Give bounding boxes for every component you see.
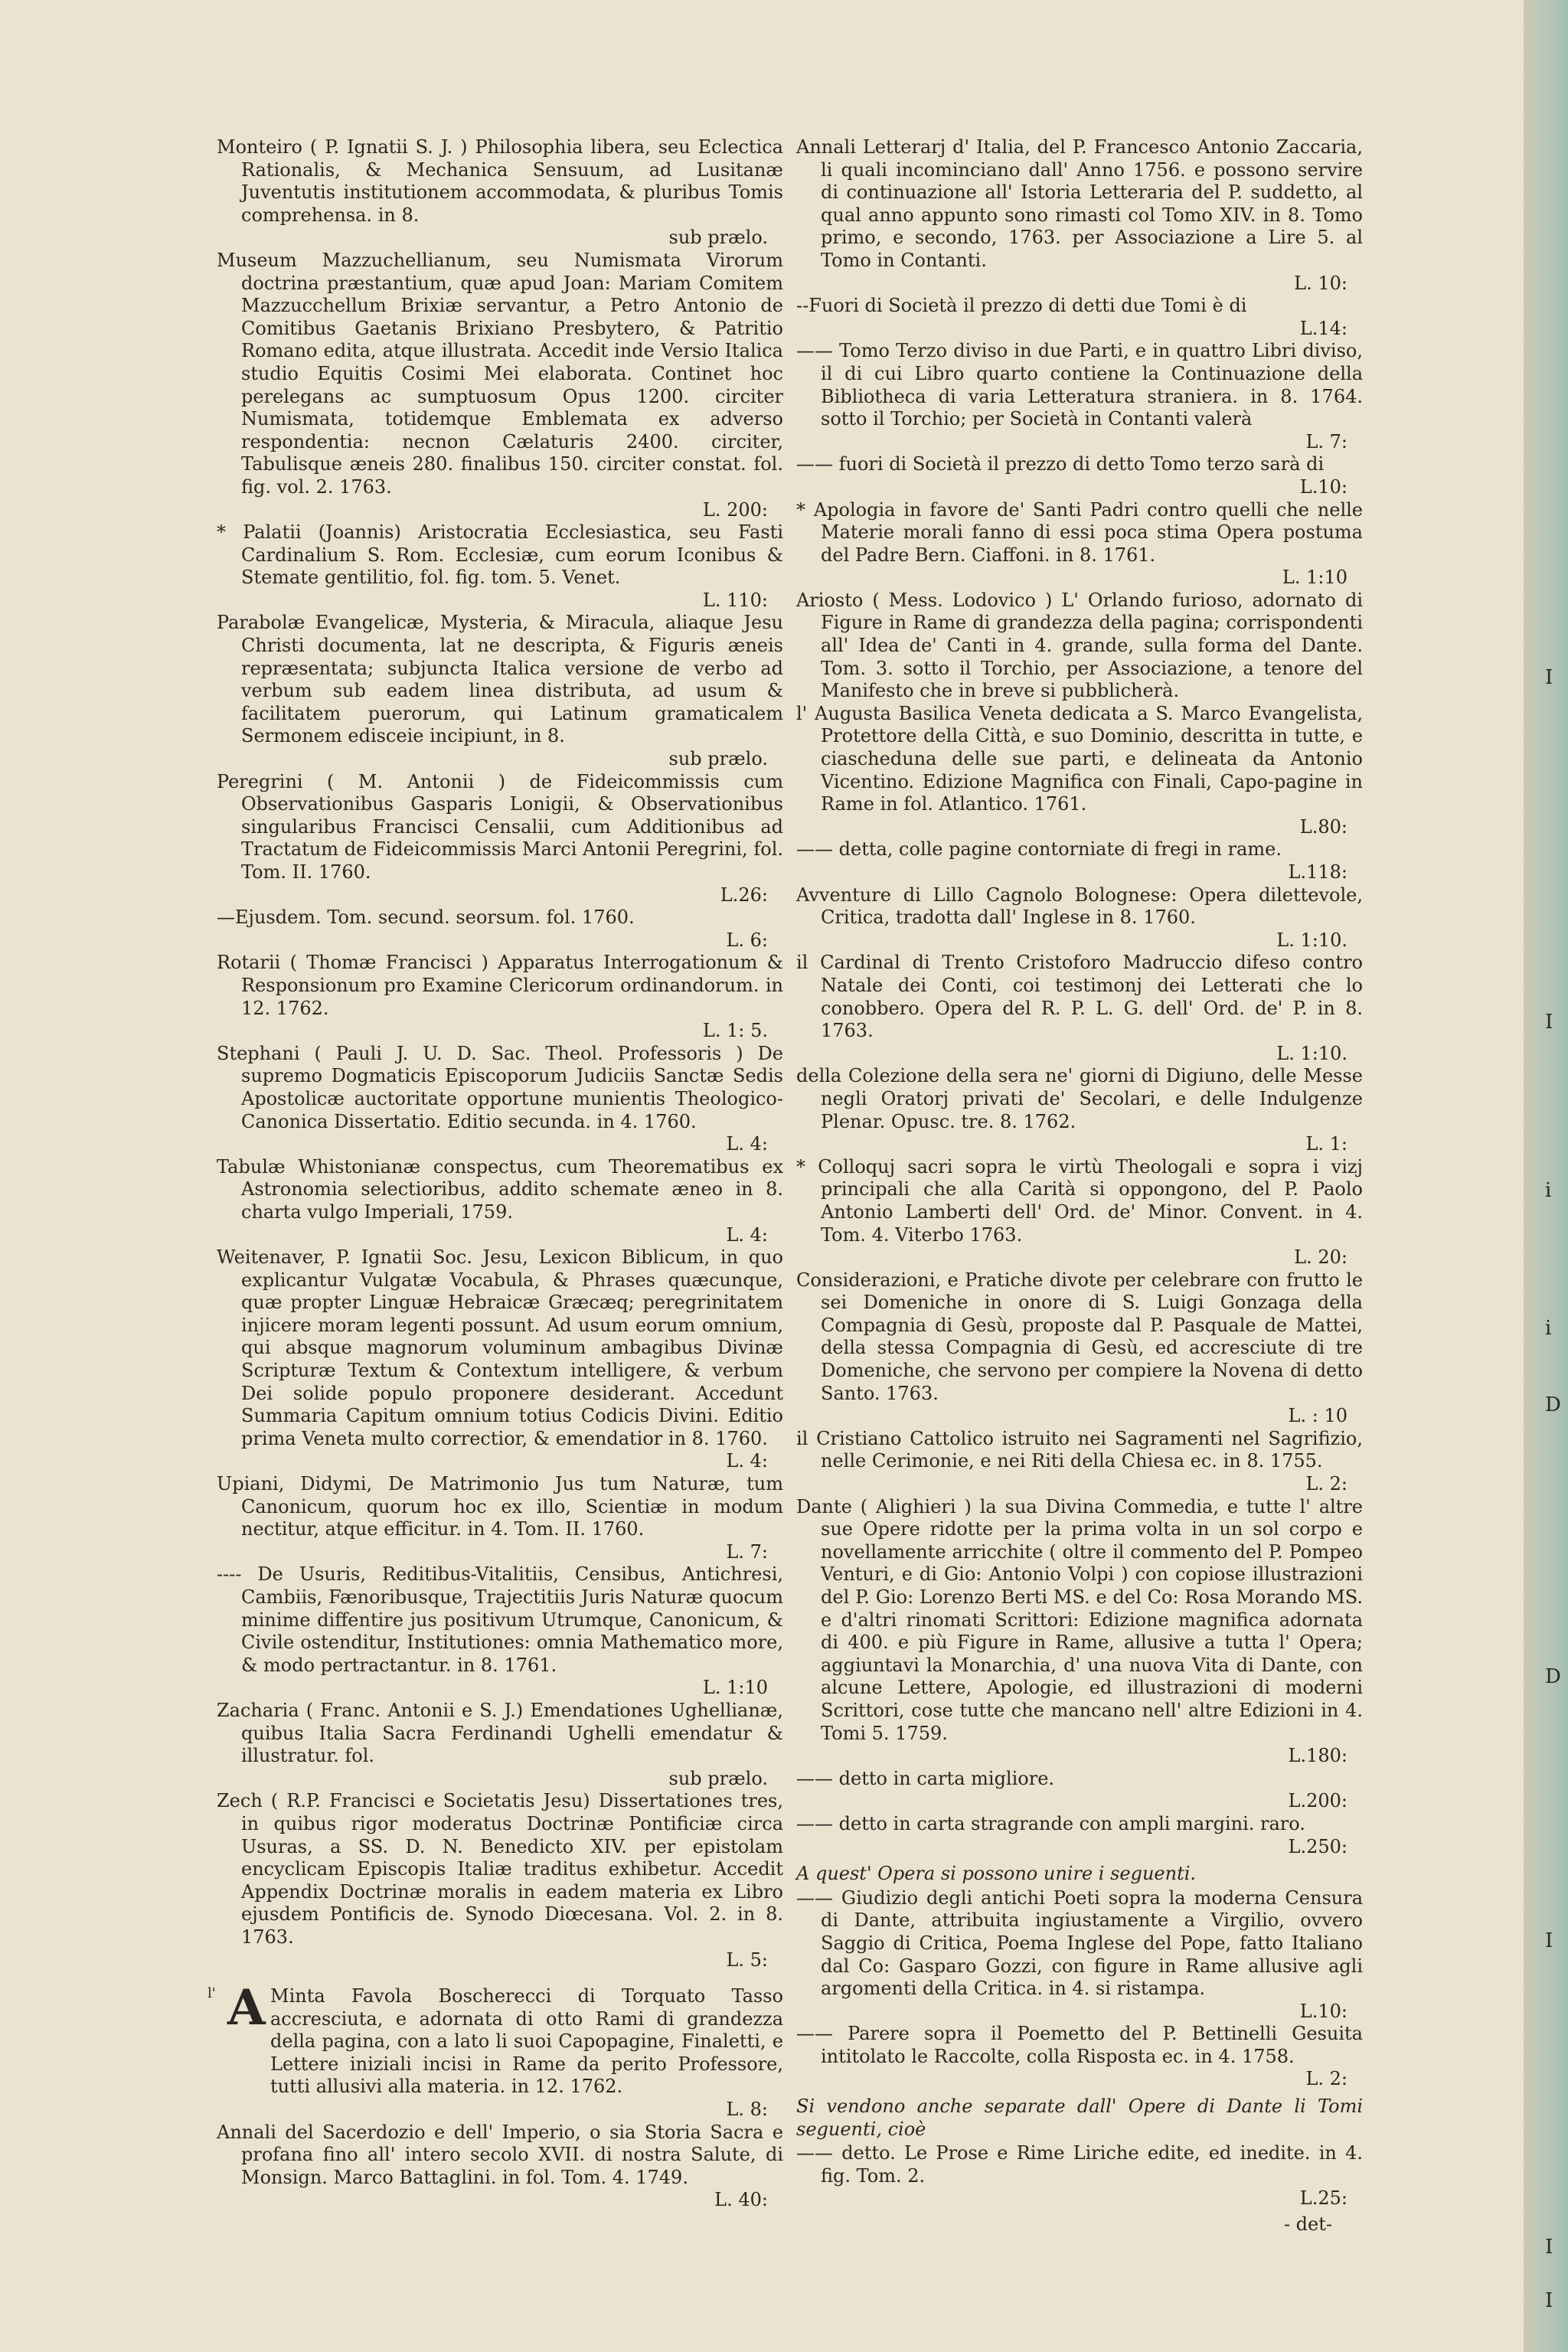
catalog-entry (796, 703, 1363, 839)
catalog-entry (796, 1813, 1363, 1858)
catalog-entry (796, 340, 1363, 453)
catalog-entry (217, 952, 783, 1042)
entry-text: Parabolæ Evangelicæ, Mysteria, & Miracula, aliaque Jesu Christi documenta, lat ne descripta, & Figuris æneis repræsentata; subjuncta Italica versione de verbo ad verbum sub eadem linea distributa, ad usum & facilitatem puerorum, qui Latinum gramaticalem Sermonem edisceie incipiunt, in 8. (217, 612, 783, 747)
margin-fragment: I (1545, 1929, 1553, 1952)
entry-text: Weitenaver, P. Ignatii Soc. Jesu, Lexicon Biblicum, in quo explicantur Vulgatæ Vocabula, & Phrases quæcunque, quæ propter Linguæ Hebraicæ Græcæq; peregrinitatem injicere moram legenti possunt. Ad usum eorum omnium, qui absque magnorum voluminum ambagibus Divinæ Scripturæ Textum & Contextum intelligere, & verbum Dei solide populo proponere desiderant. Accedunt Summaria Capitum omnium totius Codicis Divini. Editio prima Veneta multo correctior, & emendatior in 8. 1760. (217, 1246, 783, 1449)
facing-page-fragments (1545, 0, 1563, 2352)
entry-price: sub prælo. (668, 748, 768, 770)
catalog-entry (217, 136, 783, 250)
catalog-entry (796, 499, 1363, 590)
entry-text: —— detto. Le Prose e Rime Liriche edite, ed inedite. in 4. fig. Tom. 2. (796, 2142, 1363, 2187)
catalog-entry (217, 1563, 783, 1700)
entry-text: —Ejusdem. Tom. secund. seorsum. fol. 1760. (217, 906, 635, 929)
margin-fragment: i (1545, 1179, 1552, 1202)
margin-fragment: I (1545, 1011, 1553, 1034)
entry-text: Rotarii ( Thomæ Francisci ) Apparatus Interrogationum & Responsionum pro Examine Clericorum ordinandorum. in 12. 1762. (217, 952, 783, 1019)
catalog-entry (217, 612, 783, 770)
entry-price: sub prælo. (668, 227, 768, 249)
entry-price: L. 2: (1305, 2068, 1348, 2090)
catalog-entry (796, 1768, 1363, 1813)
catalog-entry (796, 453, 1363, 498)
catalog-entry (796, 884, 1363, 952)
entry-text: —— fuori di Società il prezzo di detto Tomo terzo sarà di (796, 453, 1325, 475)
entry-price: L. 1:10 (702, 1677, 768, 1699)
left-column (207, 136, 783, 2212)
entry-price: L. 6: (726, 929, 768, 951)
entry-price: sub prælo. (668, 1767, 768, 1789)
entry-price: L. 2: (1305, 1473, 1348, 1495)
entry-price: L. 1:10 (1282, 567, 1348, 589)
catalog-entry (217, 1700, 783, 1790)
entry-text: Considerazioni, e Pratiche divote per celebrare con frutto le sei Domeniche in onore di S. Luigi Gonzaga della Compagnia di Gesù, proposte dal P. Pasquale de Mattei, della stessa Compagnia di Gesù, ed accresciute di tre Domeniche, che servono per compiere la Novena di detto Santo. 1763. (796, 1269, 1363, 1404)
entry-text: Ariosto ( Mess. Lodovico ) L' Orlando furioso, adornato di Figure in Rame di grandezza della pagina; corrispondenti all' Idea de' Canti in 4. grande, sulla forma del Dante. Tom. 3. sotto il Torchio, per Associazione, a tenore del Manifesto che in breve si pubblicherà. (796, 589, 1363, 702)
margin-fragment: I (1545, 666, 1553, 689)
entry-text: l' Augusta Basilica Veneta dedicata a S. Marco Evangelista, Protettore della Città, e suo Dominio, descritta in tutte, e ciascheduna delle sue parti, e delineata da Antonio Vicentino. Edizione Magnifica con Finali, Capo-pagine in Rame in fol. Atlantico. 1761. (796, 702, 1363, 815)
entry-price: L. 1: (1305, 1133, 1348, 1155)
right-column (796, 136, 1363, 2236)
catalog-entry (217, 771, 783, 907)
entry-price: L.26: (720, 884, 768, 906)
entry-price: L.10: (1299, 475, 1348, 498)
catalog-entry (796, 1496, 1363, 1768)
entry-price: L.200: (1288, 1790, 1348, 1812)
margin-fragment: I (1545, 2236, 1553, 2259)
catchword: - det- (1283, 2213, 1332, 2236)
entry-price: L. 20: (1294, 1246, 1348, 1269)
entry-text: il Cristiano Cattolico istruito nei Sagramenti nel Sagrifizio, nelle Cerimonie, e nei Riti della Chiesa ec. in 8. 1755. (796, 1427, 1363, 1472)
entry-text: --Fuori di Società il prezzo di detti due Tomi è di (796, 295, 1247, 317)
entry-text: Zech ( R.P. Francisci e Societatis Jesu) Dissertationes tres, in quibus rigor moderatus Doctrinæ Pontificiæ circa Usuras, a SS. D. N. Benedicto XIV. per epistolam encyclicam Episcopis Italiæ traditus exhibetur. Accedit Appendix Doctrinæ moralis in eadem materia ex Libro ejusdem Pontificis de. Synodo Diœcesana. Vol. 2. in 8. 1763. (217, 1790, 783, 1948)
entry-text: Monteiro ( P. Ignatii S. J. ) Philosophia libera, seu Eclectica Rationalis, & Mechanica Sensuum, ad Lusitanæ Juventutis institutionem accommodata, & pluribus Tomis comprehensa. in 8. (217, 136, 783, 226)
entry-text: ---- De Usuris, Reditibus-Vitalitiis, Censibus, Antichresi, Cambiis, Fænoribusque, Trajectitiis Juris Naturæ quocum minime diffentire jus positivum Utrumque, Canonicum, & Civile ostenditur, Institutiones: omnia Mathematico more, & modo pertractantur. in 8. 1761. (217, 1563, 783, 1676)
entry-text: il Cardinal di Trento Cristoforo Madruccio difeso contro Natale dei Conti, coi testimonj dei Letterati che lo conobbero. Opera del R. P. L. G. dell' Ord. de' P. in 8. 1763. (796, 952, 1363, 1042)
entry-price: L. 7: (1305, 430, 1348, 452)
entry-price: L. 110: (702, 589, 768, 611)
entry-price: L. 40: (714, 2189, 768, 2211)
catalog-entry (217, 1473, 783, 1563)
entry-price: L. 7: (726, 1540, 768, 1563)
section-heading: A quest' Opera si possono unire i seguenti. (796, 1863, 1197, 1885)
catalog-entry (217, 521, 783, 612)
entry-price: L.250: (1288, 1835, 1348, 1857)
entry-text: —— detta, colle pagine contorniate di fregi in rame. (796, 838, 1282, 861)
entry-text: * Apologia in favore de' Santi Padri contro quelli che nelle Materie morali fanno di essi poca stima Opera postuma del Padre Bern. Ciaffoni. in 8. 1761. (796, 498, 1363, 566)
catalog-entry (796, 1156, 1363, 1269)
entry-text: Annali Letterarj d' Italia, del P. Francesco Antonio Zaccaria, li quali incominciano dall' Anno 1756. e possono servire di continuazione all' Istoria Letteraria del P. suddetto, al qual anno appunto sono rimasti col Tomo XIV. in 8. Tomo primo, e secondo, 1763. per Associazione a Lire 5. al Tomo in Contanti. (796, 136, 1363, 271)
entry-price: L. 4: (726, 1133, 768, 1155)
entry-price: L.25: (1299, 2187, 1348, 2210)
entry-price: L. 4: (726, 1450, 768, 1472)
entry-text: Annali del Sacerdozio e dell' Imperio, o sia Storia Sacra e profana fino all' intero secolo XVII. di nostra Salute, di Monsign. Marco Battaglini. in fol. Tom. 4. 1749. (217, 2121, 783, 2188)
catalog-entry (796, 136, 1363, 295)
catalog-entry (217, 1790, 783, 1971)
dropcap-price: L. 8: (726, 2099, 768, 2121)
dropcap-entry (207, 1979, 783, 2122)
catalog-entry (796, 1065, 1363, 1155)
entry-price: L. 10: (1294, 272, 1348, 294)
entry-text: —— Parere sopra il Poemetto del P. Bettinelli Gesuita intitolato le Raccolte, colla Risposta ec. in 4. 1758. (796, 2023, 1363, 2067)
catalog-entry (217, 2122, 783, 2212)
entry-text: * Palatii (Joannis) Aristocratia Ecclesiastica, seu Fasti Cardinalium S. Rom. Ecclesiæ, cum eorum Iconibus & Stemate gentilitio, fol. fig. tom. 5. Venet. (217, 521, 783, 589)
entry-text: Upiani, Didymi, De Matrimonio Jus tum Naturæ, tum Canonicum, quorum hoc ex illo, Scientiæ in modum nectitur, atque efficitur. in 4. Tom. II. 1760. (217, 1473, 783, 1540)
catalog-entry (217, 1156, 783, 1246)
entry-text: Avventure di Lillo Cagnolo Bolognese: Opera dilettevole, Critica, tradotta dall' Inglese in 8. 1760. (796, 884, 1363, 929)
catalog-entry (796, 1269, 1363, 1428)
entry-text: Tabulæ Whistonianæ conspectus, cum Theorematibus ex Astronomia selectioribus, addito schemate æneo in 8. charta vulgo Imperiali, 1759. (217, 1155, 783, 1223)
entry-text: Stephani ( Pauli J. U. D. Sac. Theol. Professoris ) De supremo Dogmaticis Episcoporum Judiciis Sanctæ Sedis Apostolicæ auctoritate opportune munientis Theologico-Canonica Dissertatio. Editio secunda. in 4. 1760. (217, 1042, 783, 1132)
catalog-entry (796, 838, 1363, 884)
entry-price: L.10: (1299, 2000, 1348, 2022)
dropcap-letter: A (227, 1979, 266, 2037)
catalog-entry (217, 1246, 783, 1473)
catalog-entry (796, 1428, 1363, 1496)
entry-price: L.180: (1288, 1745, 1348, 1767)
entry-text: della Colezione della sera ne' giorni di Digiuno, delle Messe negli Oratorj privati de' Secolari, e delle Indulgenze Plenar. Opusc. tre. 8. 1762. (796, 1065, 1363, 1132)
entry-text: * Colloquj sacri sopra le virtù Theologali e sopra i vizj principali che alla Carità si oppongono, del P. Paolo Antonio Lamberti dell' Ord. de' Minor. Convent. in 4. Tom. 4. Viterbo 1763. (796, 1155, 1363, 1246)
margin-fragment: D (1545, 1393, 1561, 1416)
entry-text: Museum Mazzuchellianum, seu Numismata Virorum doctrina præstantium, quæ apud Joan: Mariam Comitem Mazzucchellum Brixiæ servantur, a Petro Antonio de Comitibus Gaetanis Brixiano Presbytero, & Patritio Romano edita, atque illustrata. Accedit inde Versio Italica studio Equitis Cosimi Mei elaborata. Continet hoc perelegans ac sumptuosum Opus 1200. circiter Numismata, totidemque Emblemata ex adverso respondentia: necnon Cælaturis 2400. circiter, Tabulisque æneis 280. finalibus 150. circiter constat. fol. fig. vol. 2. 1763. (217, 249, 783, 498)
dropcap-text: Minta Favola Boscherecci di Torquato Tasso accresciuta, e adornata di otto Rami di grandezza della pagina, con a lato li suoi Capopagine, Finaletti, e Lettere iniziali incisi in Rame da perito Professore, tutti allusivi alla materia. in 12. 1762. (270, 1985, 783, 2098)
dropcap-article: l' (207, 1985, 216, 2002)
entry-price: L. 4: (726, 1223, 768, 1246)
entry-price: L.80: (1299, 815, 1348, 838)
catalog-entry (217, 1043, 783, 1156)
margin-fragment: D (1545, 1665, 1561, 1688)
catalog-entry (796, 2023, 1363, 2091)
catalog-entry (796, 295, 1363, 340)
catalog-entry (796, 1887, 1363, 2024)
catalog-entry (796, 590, 1363, 703)
margin-fragment: I (1545, 2289, 1553, 2312)
catalog-entry (217, 906, 783, 952)
entry-text: —— Giudizio degli antichi Poeti sopra la moderna Censura di Dante, attribuita ingiustamente a Virgilio, ovvero Saggio di Critica, Poema Inglese del Pope, fatto Italiano dal Co: Gasparo Gozzi, con figure in Rame allusive agli argomenti della Critica. in 4. si ristampa. (796, 1886, 1363, 2000)
catalog-entry (217, 250, 783, 521)
catalog-entry (796, 952, 1363, 1065)
entry-text: —— detto in carta stragrande con ampli margini. raro. (796, 1812, 1305, 1834)
entry-text: —— detto in carta migliore. (796, 1767, 1055, 1789)
entry-price: L. 1:10. (1276, 929, 1348, 951)
entry-price: L. : 10 (1288, 1405, 1348, 1427)
entry-price: L. 1: 5. (702, 1020, 768, 1042)
entry-price: L.118: (1288, 861, 1348, 883)
entry-text: —— Tomo Terzo diviso in due Parti, e in quattro Libri diviso, il di cui Libro quarto contiene la Continuazione della Bibliotheca di varia Letteratura straniera. in 8. 1764. sotto il Torchio; per Società in Contanti valerà (796, 340, 1363, 430)
entry-price: L. 5: (726, 1949, 768, 1971)
entry-text: Peregrini ( M. Antonii ) de Fideicommissis cum Observationibus Gasparis Lonigii, & Observationibus singularibus Francisci Censalii, cum Additionibus ad Tractatum de Fideicommissis Marci Antonii Peregrini, fol. Tom. II. 1760. (217, 770, 783, 883)
section-heading: Si vendono anche separate dall' Opere di Dante li Tomi seguenti, cioè (796, 2096, 1363, 2140)
margin-fragment: i (1545, 1317, 1552, 1340)
entry-price: L. 200: (702, 498, 768, 521)
entry-price: L. 1:10. (1276, 1042, 1348, 1064)
catalog-entry (796, 2142, 1363, 2210)
entry-text: Zacharia ( Franc. Antonii e S. J.) Emendationes Ughellianæ, quibus Italia Sacra Ferdinandi Ughelli emendatur & illustratur. fol. (217, 1699, 783, 1767)
entry-text: Dante ( Alighieri ) la sua Divina Commedia, e tutte l' altre sue Opere ridotte per la prima volta in un sol corpo e novellamente arricchite ( oltre il commento del P. Pompeo Venturi, e di Gio: Antonio Volpi ) con copiose illustrazioni del P. Gio: Lorenzo Berti MS. e del Co: Rosa Morando MS. e d'altri rinomati Scrittori: Edizione magnifica adornata di 400. e più Figure in Rame, allusive a tutta l' Opera; aggiuntavi la Monarchia, d' una nuova Vita di Dante, con alcune Lettere, Apologie, ed illustrazioni di moderni Scrittori, cose tutte che mancano nell' altre Edizioni in 4. Tomi 5. 1759. (796, 1495, 1363, 1744)
entry-price: L.14: (1299, 317, 1348, 339)
